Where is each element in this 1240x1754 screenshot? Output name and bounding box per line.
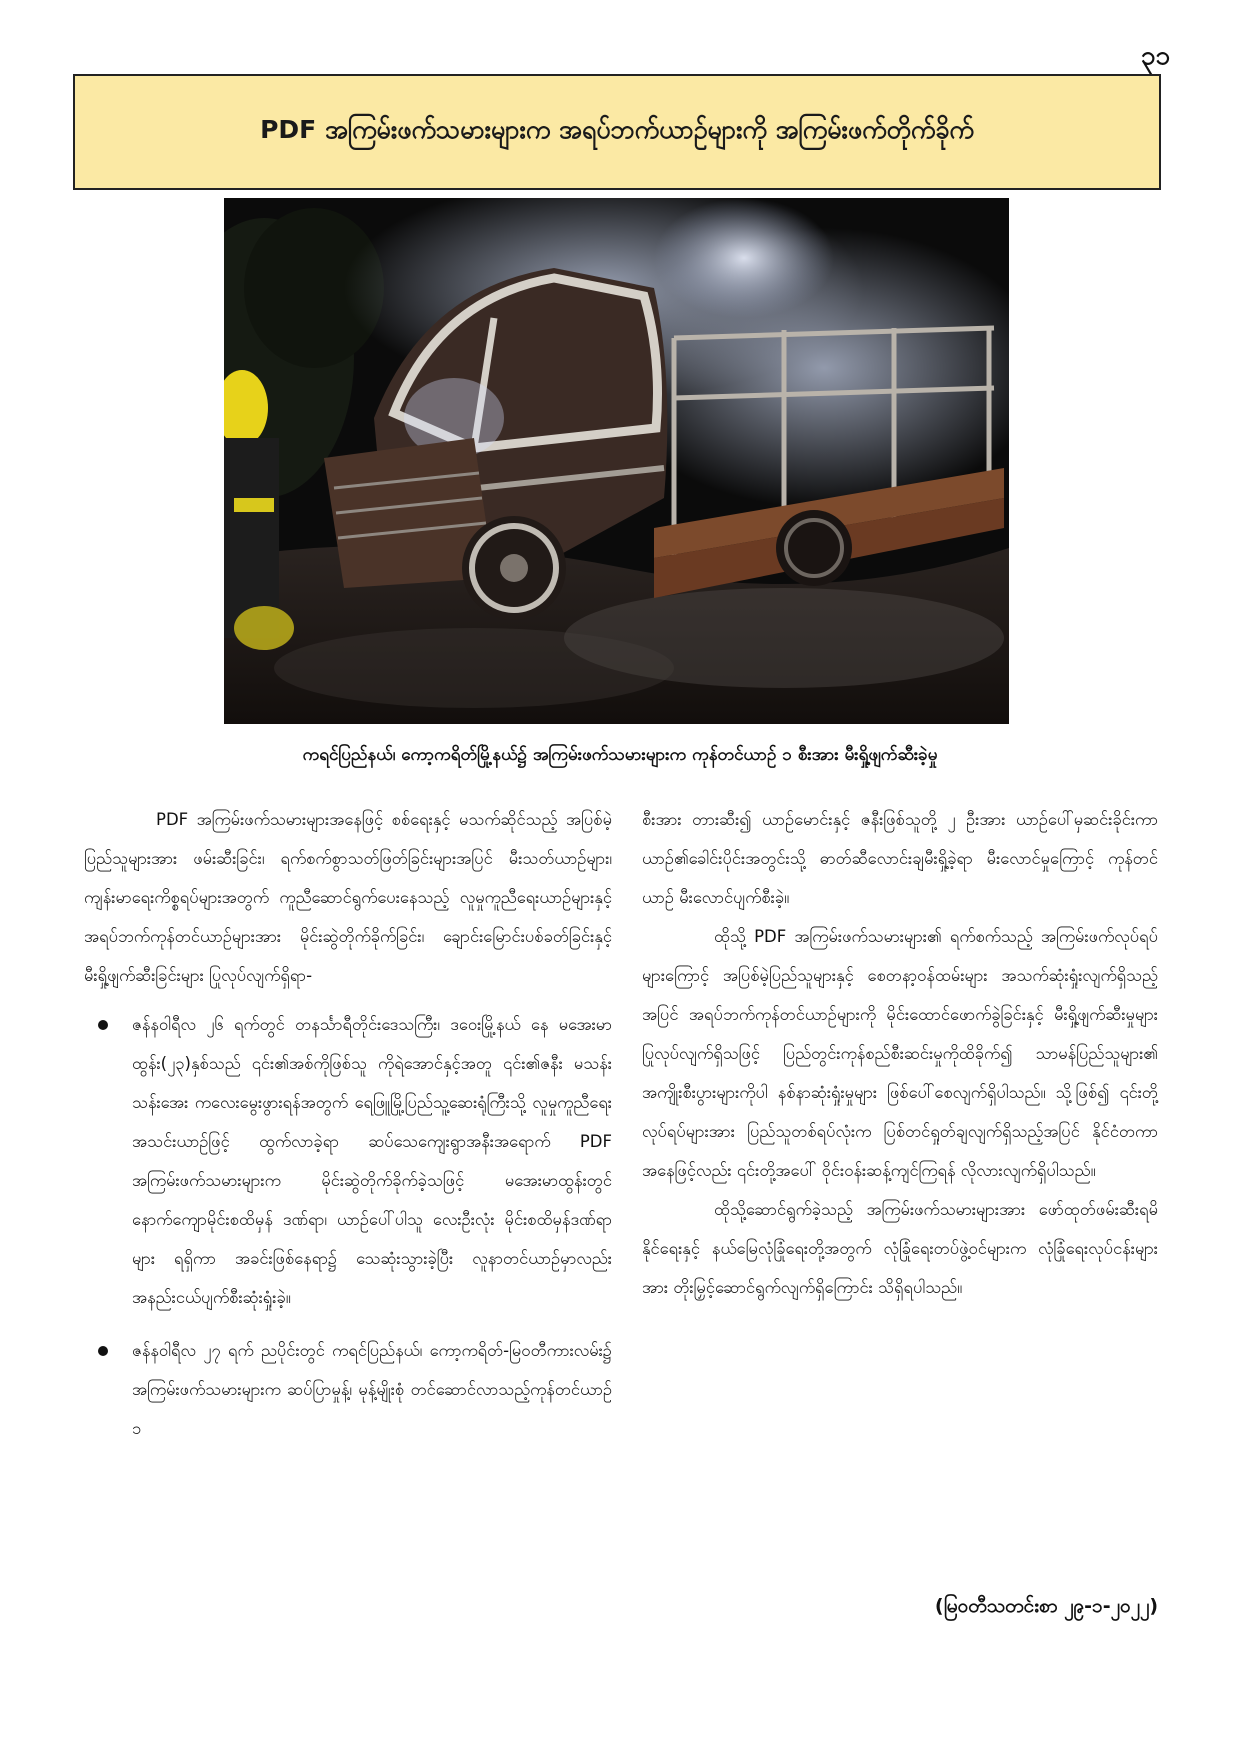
incident-list — [84, 1005, 612, 1448]
source-citation: (မြဝတီသတင်းစာ ၂၉-၁-၂၀၂၂) — [934, 1595, 1158, 1617]
page-number: ၃၁ — [1140, 41, 1170, 71]
photo-caption: ကရင်ပြည်နယ်၊ ကော့ကရိတ်မြို့နယ်၌ အကြမ်းဖက်သမားများက ကုန်တင်ယာဉ် ၁ စီးအား မီးရှို့ဖျက်ဆီးခဲ့မှု — [302, 745, 938, 765]
body-paragraph: ထိုသို့ဆောင်ရွက်ခဲ့သည့် အကြမ်းဖက်သမားများအား ဖော်ထုတ်ဖမ်းဆီးရမိနိုင်ရေးနှင့် နယ်မြေလုံခြုံရေးတို့အတွက် လုံခြုံရေးတပ်ဖွဲ့ဝင်များက လုံခြုံရေးလုပ်ငန်းများအား တိုးမြှင့်ဆောင်ရွက်လျက်ရှိကြောင်း သိရှိရပါသည်။ — [642, 1200, 1158, 1297]
bullet-icon — [98, 1346, 108, 1356]
bullet-icon — [98, 1020, 108, 1030]
continuation-paragraph: စီးအား တားဆီး၍ ယာဉ်မောင်းနှင့် ဇနီးဖြစ်သူတို့ ၂ ဦးအား ယာဉ်ပေါ်မှဆင်းခိုင်းကာ ယာဉ်၏ခေါင်းပိုင်းအတွင်းသို့ ဓာတ်ဆီလောင်းချမီးရှို့ခဲ့ရာ မီးလောင်မှုကြောင့် ကုန်တင်ယာဉ် မီးလောင်ပျက်စီးခဲ့။ — [642, 810, 1158, 907]
burned-truck-image — [224, 198, 1009, 724]
headline-box — [73, 74, 1161, 190]
headline: PDF အကြမ်းဖက်သမားများက အရပ်ဘက်ယာဉ်များကို အကြမ်းဖက်တိုက်ခိုက် — [260, 114, 974, 144]
intro-paragraph: PDF အကြမ်းဖက်သမားများအနေဖြင့် စစ်ရေးနှင့် မသက်ဆိုင်သည့် အပြစ်မဲ့ပြည်သူများအား ဖမ်းဆီးခြင်း၊ ရက်စက်စွာသတ်ဖြတ်ခြင်းများအပြင် မီးသတ်ယာဉ်များ၊ ကျန်းမာရေးကိစ္စရပ်များအတွက် ကူညီဆောင်ရွက်ပေးနေသည့် လူမှုကူညီရေးယာဉ်များနှင့် အရပ်ဘက်ကုန်တင်ယာဉ်များအား မိုင်းဆွဲတိုက်ခိုက်ခြင်း၊ ချောင်းမြောင်းပစ်ခတ်ခြင်းနှင့် မီးရှို့ဖျက်ဆီးခြင်းများ ပြုလုပ်လျက်ရှိရာ- — [84, 810, 612, 985]
burned-truck-photo — [224, 198, 1009, 724]
list-item — [84, 1331, 612, 1448]
list-item — [84, 1005, 612, 1317]
list-item-text: ဇန်နဝါရီလ ၂၆ ရက်တွင် တနင်္သာရီတိုင်းဒေသကြီး၊ ဒဝေးမြို့နယ် နေ မအေးမာထွန်း(၂၃)နှစ်သည် ၎င်း၏အစ်ကိုဖြစ်သူ ကိုရဲအောင်နှင့်အတူ ၎င်း၏ဇနီး မသန်းသန်းအေး ကလေးမွေးဖွားရန်အတွက် ရေဖြူမြို့ပြည်သူ့ဆေးရုံကြီးသို့ လူမှုကူညီရေးအသင်းယာဉ်ဖြင့် ထွက်လာခဲ့ရာ ဆပ်သေကျေးရွာအနီးအရောက် PDF အကြမ်းဖက်သမားများက မိုင်းဆွဲတိုက်ခိုက်ခဲ့သဖြင့် မအေးမာထွန်းတွင် နောက်ကျောမိုင်းစထိမှန် ဒဏ်ရာ၊ ယာဉ်ပေါ်ပါသူ လေးဦးလုံး မိုင်းစထိမှန်ဒဏ်ရာများ ရရှိကာ အခင်းဖြစ်နေရာ၌ သေဆုံးသွားခဲ့ပြီး လူနာတင်ယာဉ်မှာလည်း အနည်းငယ်ပျက်စီးဆုံးရှုံးခဲ့။ — [132, 1015, 612, 1307]
left-column — [84, 800, 612, 1462]
body-paragraph: ထိုသို့ PDF အကြမ်းဖက်သမားများ၏ ရက်စက်သည့် အကြမ်းဖက်လုပ်ရပ်များကြောင့် အပြစ်မဲ့ပြည်သူများနှင့် စေတနာ့ဝန်ထမ်းများ အသက်ဆုံးရှုံးလျက်ရှိသည့်အပြင် အရပ်ဘက်ကုန်တင်ယာဉ်များကို မိုင်းထောင်ဖောက်ခွဲခြင်းနှင့် မီးရှို့ဖျက်ဆီးမှုများ ပြုလုပ်လျက်ရှိသဖြင့် ပြည်တွင်းကုန်စည်စီးဆင်းမှုကိုထိခိုက်၍ သာမန်ပြည်သူများ၏ အကျိုးစီးပွားများကိုပါ နစ်နာဆုံးရှုံးမှုများ ဖြစ်ပေါ်စေလျက်ရှိပါသည်။ သို့ဖြစ်၍ ၎င်းတို့လုပ်ရပ်များအား ပြည်သူတစ်ရပ်လုံးက ပြစ်တင်ရှုတ်ချလျက်ရှိသည့်အပြင် နိုင်ငံတကာအနေဖြင့်လည်း ၎င်းတို့အပေါ် ဝိုင်းဝန်းဆန့်ကျင်ကြရန် လိုလားလျက်ရှိပါသည်။ — [642, 927, 1158, 1180]
list-item-text: ဇန်နဝါရီလ ၂၇ ရက် ညပိုင်းတွင် ကရင်ပြည်နယ်၊ ကော့ကရိတ်-မြဝတီကားလမ်း၌ အကြမ်းဖက်သမားများက ဆပ်ပြာမှုန့်၊ မုန့်မျိုးစုံ တင်ဆောင်လာသည့်ကုန်တင်ယာဉ် ၁ — [132, 1341, 612, 1438]
right-column — [642, 800, 1158, 1307]
